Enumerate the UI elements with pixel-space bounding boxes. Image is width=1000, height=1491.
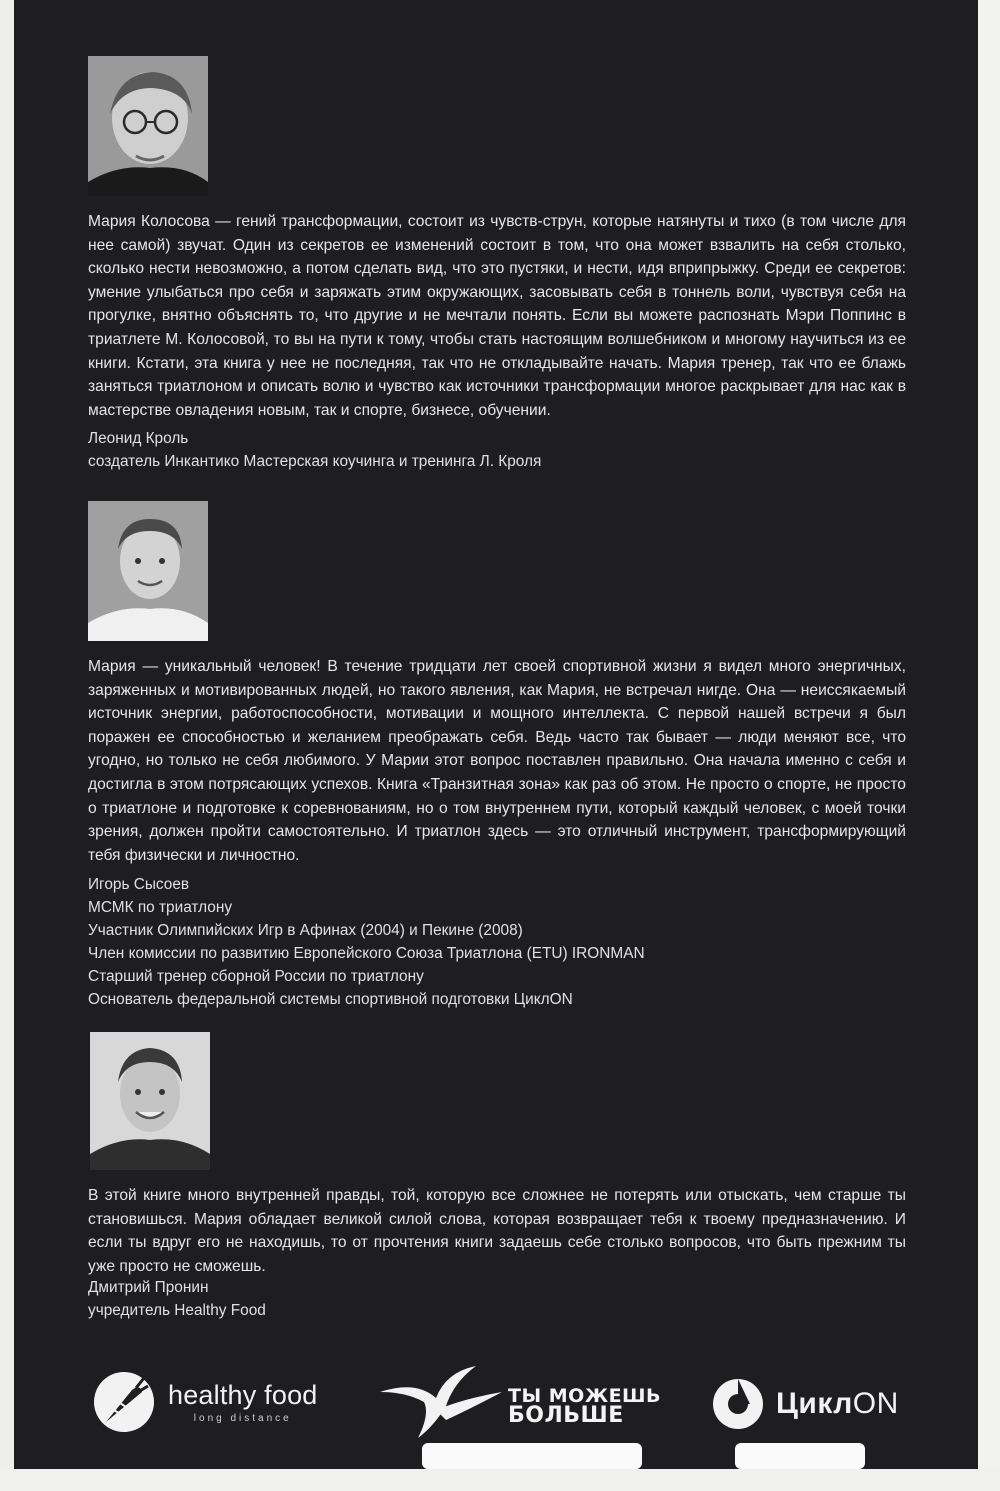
author-name: Игорь Сысоев (88, 876, 190, 893)
author-title: МСМК по триатлону (88, 899, 233, 916)
page-edge-bottom (0, 1469, 1000, 1491)
healthy-food-name: healthy food (168, 1379, 318, 1410)
endorsement-signature-1 (88, 427, 541, 473)
author-title: Старший тренер сборной России по триатлону (88, 968, 424, 985)
portrait-smiling-man-icon (90, 1032, 210, 1170)
author-title: создатель Инкантико Мастерская коучинга и тренинга Л. Кроля (88, 453, 542, 470)
carrot-circle-icon (92, 1370, 156, 1434)
endorsement-quote-2: Мария — уникальный человек! В течение тридцати лет своей спортивной жизни я видел много энергичных, заряженных и мотивированных людей, но такого явления, как Мария, не встречал нигде. Она — неиссякаемый источник энергии, работоспособности, мотивации и мощного интеллекта. С первой нашей встречи я был поражен ее способностью и желанием преображать себя. Ведь часто так бывает — люди меняют все, что угодно, но только не себя любимого. У Марии этот вопрос поставлен правильно. Она начала именно с себя и достигла в этом потрясающих успехов. Книга «Транзитная зона» как раз об этом. Не просто о спорте, не просто о триатлоне и подготовке к соревнованиям, но о том внутреннем пути, который каждый человек, с моей точки зрения, должен пройти самостоятельно. И триатлон здесь — это отличный инструмент, трансформирующий тебя физически и личностно. (88, 658, 906, 864)
author-name: Леонид Кроль (88, 430, 189, 447)
author-title: Член комиссии по развитию Европейского Союза Триатлона (ETU) IRONMAN (88, 945, 645, 962)
author-title: учредитель Healthy Food (88, 1302, 266, 1319)
portrait-older-man-glasses-icon (88, 56, 208, 196)
author-title: Основатель федеральной системы спортивной подготовки ЦиклON (88, 991, 573, 1008)
endorsement-signature-3 (88, 1276, 266, 1322)
cyclon-logo (710, 1376, 899, 1432)
partner-logos (0, 1362, 1000, 1452)
page-edge-left (0, 0, 14, 1491)
page-edge-right (978, 0, 1000, 1491)
ty-mozhesh-line2: БОЛЬШЕ (508, 1403, 624, 1428)
cyclon-name-light: ON (852, 1387, 899, 1420)
swoosh-arrow-icon (376, 1362, 506, 1444)
author-title: Участник Олимпийских Игр в Афинах (2004) и Пекине (2008) (88, 922, 523, 939)
ty-mozhesh-line1: ТЫ МОЖЕШЬ (508, 1385, 662, 1407)
endorsement-signature-2 (88, 873, 645, 1011)
healthy-food-sub: long distance (193, 1412, 292, 1424)
sticker-residue (735, 1443, 865, 1469)
endorsement-quote-3: В этой книге много внутренней правды, той, которую все сложнее не потерять или отыскать, чем старше ты становишься. Мария обладает великой силой слова, которая возвращает тебя к твоему предназначению. И если ты вдруг его не находишь, то от прочтения книги задаешь себе столько вопросов, что быть прежним ты уже просто не сможешь. (88, 1187, 906, 1275)
ty-mozhesh-bolshe-logo (376, 1362, 661, 1444)
cycle-ring-icon (710, 1376, 766, 1432)
sticker-residue (422, 1443, 642, 1469)
author-name: Дмитрий Пронин (88, 1279, 209, 1296)
portrait-young-man-icon (88, 501, 208, 641)
cyclon-name-bold: Цикл (776, 1387, 853, 1420)
healthy-food-logo (92, 1370, 318, 1434)
endorsement-quote-1: Мария Колосова — гений трансформации, состоит из чувств-струн, которые натянуты и тихо (в том числе для нее самой) звучат. Один из секретов ее изменений состоит в том, что она может взвалить на себя столько, сколько нести невозможно, а потом сделать вид, что это пустяки, и нести, идя вприпрыжку. Среди ее секретов: умение улыбаться про себя и заряжать этим окружающих, засовывать себя в тоннель воли, чувствуя себя на прогулке, внятно объяснять то, что другие и не мечтали понять. Если вы можете распознать Мэри Поппинс в триатлете М. Колосовой, то вы на пути к тому, чтобы стать настоящим волшебником и многому научиться из ее книги. Кстати, эта книга у нее не последняя, так что не откладывайте начать. Мария тренер, так что ее блажь заняться триатлоном и описать волю и чувство как источники трансформации многое раскрывает для нас как в мастерстве овладения новым, так и спорте, бизнесе, обучении. (88, 213, 906, 419)
cyclon-name (776, 1387, 899, 1421)
